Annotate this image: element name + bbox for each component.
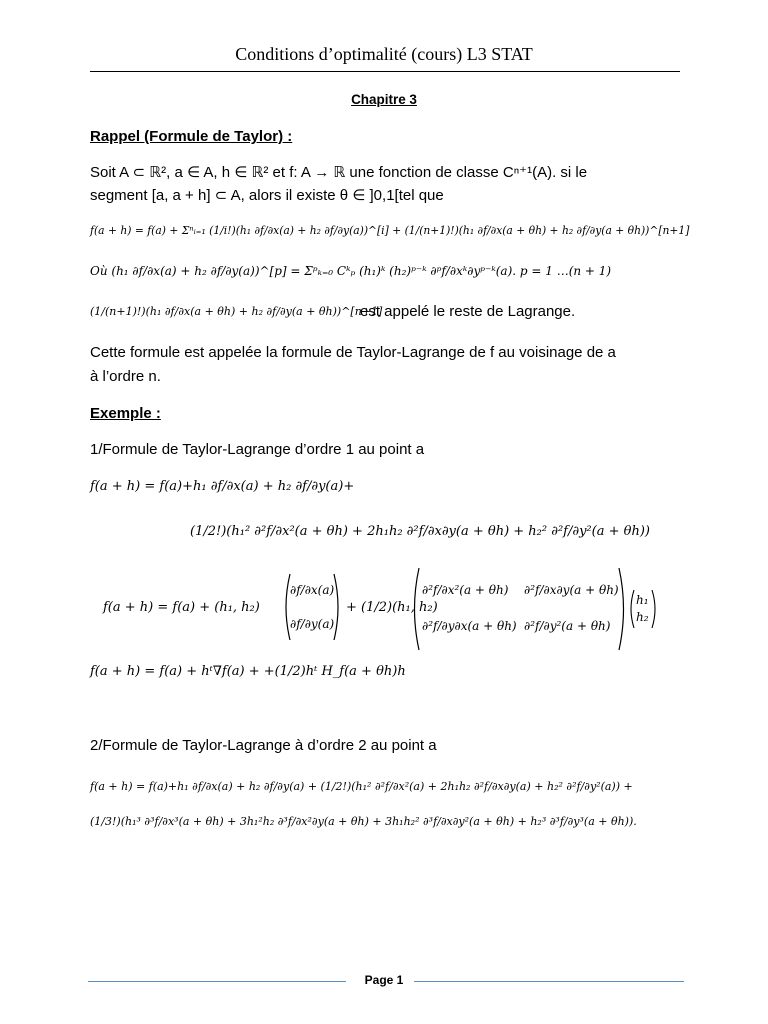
gradient-top: ∂f/∂x(a)	[290, 583, 335, 597]
remainder-label: est appelé le reste de Lagrange.	[360, 303, 576, 320]
lagrange-remainder-formula: (1/(n+1)!)(h₁ ∂f/∂x(a + θh) + h₂ ∂f/∂y(a + θh))^[n+1]	[90, 305, 383, 318]
gradient-bottom: ∂f/∂y(a)	[290, 617, 335, 631]
example1-formula-2: (1/2!)(h₁² ∂²f/∂x²(a + θh) + 2h₁h₂ ∂²f/∂x∂y(a + θh) + h₂² ∂²f/∂y²(a + θh))	[190, 524, 650, 539]
rappel-heading: Rappel (Formule de Taylor) :	[90, 128, 293, 145]
example1-matrix-lhs: f(a + h) = f(a) + (h₁, h₂)	[103, 600, 260, 615]
hessian-parentheses	[410, 566, 628, 652]
header-divider	[90, 71, 680, 72]
hessian-cell-22: ∂²f/∂y²(a + θh)	[524, 619, 611, 633]
hessian-cell-12: ∂²f/∂x∂y(a + θh)	[524, 583, 619, 597]
taylor-formula: f(a + h) = f(a) + Σⁿᵢ₌₁ (1/i!)(h₁ ∂f/∂x(a) + h₂ ∂f/∂y(a))^[i] + (1/(n+1)!)(h₁ ∂f/∂x(a + θh) + h₂ ∂f/∂y(a + θh))^[n+1]	[90, 224, 690, 237]
example-heading: Exemple :	[90, 405, 161, 422]
example1-title: 1/Formule de Taylor-Lagrange d’ordre 1 au point a	[90, 441, 425, 458]
page-number: Page 1	[364, 973, 404, 987]
example2-formula-2: (1/3!)(h₁³ ∂³f/∂x³(a + θh) + 3h₁²h₂ ∂³f/∂x²∂y(a + θh) + 3h₁h₂² ∂³f/∂x∂y²(a + θh) + h₂³ ∂³f/∂y³(a + θh)).	[90, 815, 637, 828]
paragraph-line-1: Cette formule est appelée la formule de Taylor-Lagrange de f au voisinage de a	[90, 344, 616, 361]
page-header-title: Conditions d’optimalité (cours) L3 STAT	[235, 44, 533, 64]
example2-title: 2/Formule de Taylor-Lagrange à d’ordre 2 au point a	[90, 737, 437, 754]
paragraph-line-2: à l’ordre n.	[90, 368, 161, 385]
h-vector-top: h₁	[636, 593, 649, 607]
half-coefficient: + (1/2)(h₁, h₂)	[346, 600, 438, 615]
example2-formula-1: f(a + h) = f(a)+h₁ ∂f/∂x(a) + h₂ ∂f/∂y(a) + (1/2!)(h₁² ∂²f/∂x²(a) + 2h₁h₂ ∂²f/∂x∂y(a) + h₂² ∂²f/∂y²(a)) +	[90, 780, 633, 793]
footer-rule-right	[414, 981, 684, 982]
hessian-cell-21: ∂²f/∂y∂x(a + θh)	[422, 619, 517, 633]
hessian-cell-11: ∂²f/∂x²(a + θh)	[422, 583, 509, 597]
example1-formula-1: f(a + h) = f(a)+h₁ ∂f/∂x(a) + h₂ ∂f/∂y(a)+	[90, 479, 355, 494]
h-vector-bottom: h₂	[636, 610, 649, 624]
intro-line-1: Soit A ⊂ ℝ², a ∈ A, h ∈ ℝ² et f: A → ℝ une fonction de classe Cⁿ⁺¹(A). si le	[90, 164, 588, 181]
example1-formula-hessian: f(a + h) = f(a) + hᵗ∇f(a) + +(1/2)hᵗ H_f(a + θh)h	[90, 664, 406, 679]
chapter-heading: Chapitre 3	[351, 92, 417, 107]
power-expansion-formula: Où (h₁ ∂f/∂x(a) + h₂ ∂f/∂y(a))^[p] = Σᵖₖ₌₀ Cᵏₚ (h₁)ᵏ (h₂)ᵖ⁻ᵏ ∂ᵖf/∂xᵏ∂yᵖ⁻ᵏ(a). p = 1 …(n + 1)	[90, 264, 612, 278]
intro-line-2: segment [a, a + h] ⊂ A, alors il existe θ ∈ ]0,1[tel que	[90, 187, 444, 204]
